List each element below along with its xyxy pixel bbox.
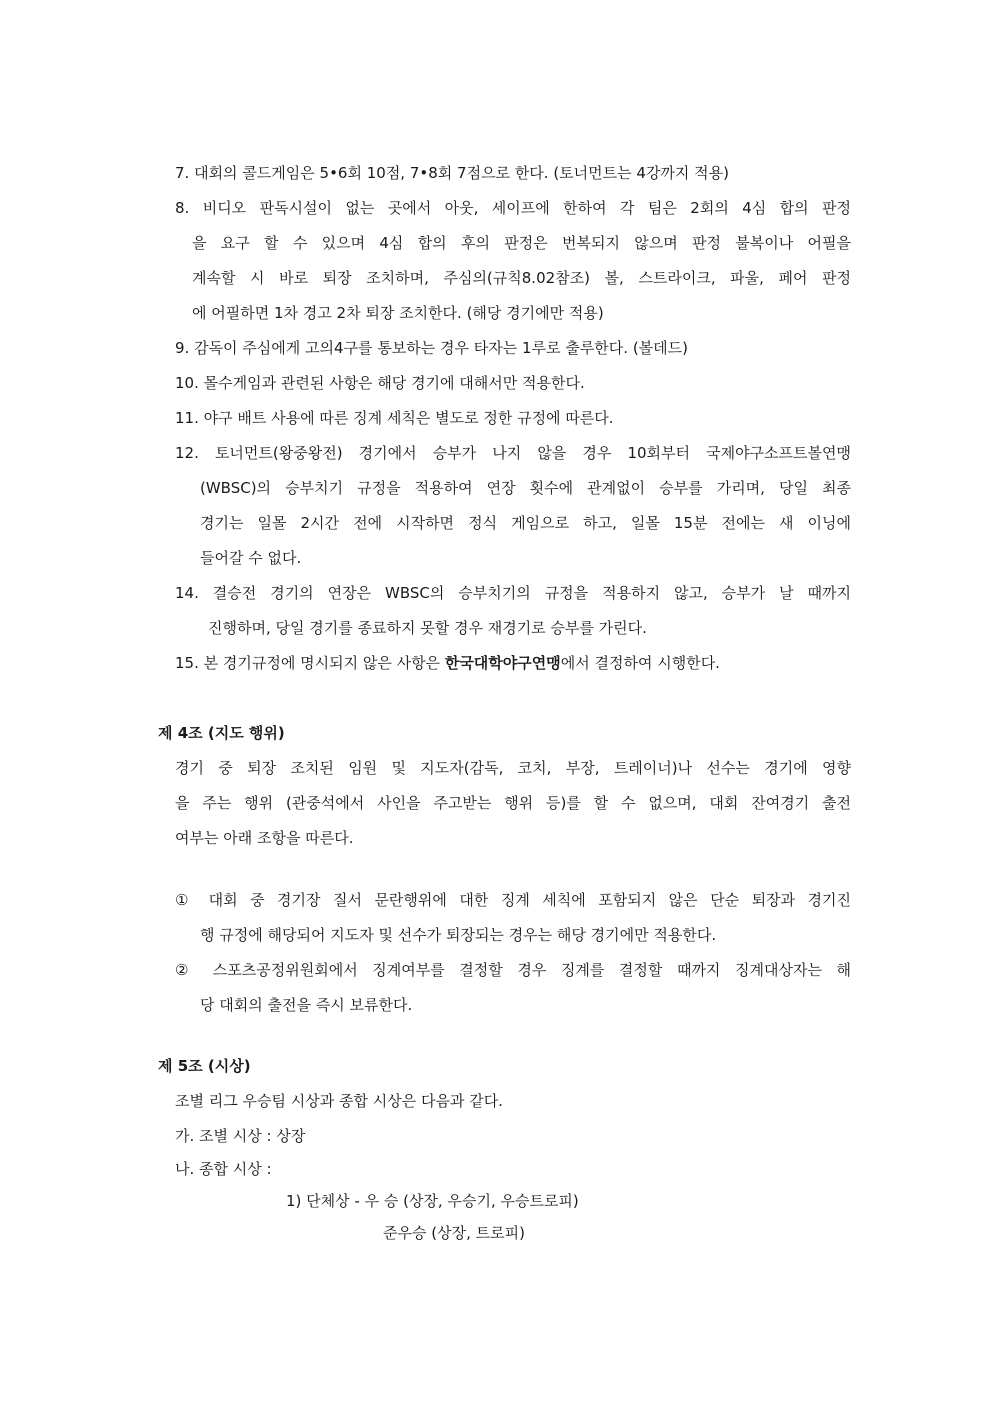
award-team-winner: 1) 단체상 - 우 승 (상장, 우승기, 우승트로피) — [286, 1192, 579, 1210]
article-5-title: 제 5조 (시상) — [158, 1057, 251, 1075]
rule-item-15-text-pre: 15. 본 경기규정에 명시되지 않은 사항은 — [175, 654, 445, 672]
article-4-clause-2-line1: ② 스포츠공정위원회에서 징계여부를 결정할 경우 징계를 결정할 때까지 징계대상자는 해 — [175, 961, 851, 979]
rule-item-10: 10. 몰수게임과 관련된 사항은 해당 경기에 대해서만 적용한다. — [175, 374, 585, 392]
federation-name: 한국대학야구연맹 — [444, 654, 561, 672]
rule-item-8-line3: 계속할 시 바로 퇴장 조치하며, 주심의(규칙8.02참조) 볼, 스트라이크, 파울, 페어 판정 — [192, 269, 851, 287]
rule-item-14-line2: 진행하며, 당일 경기를 종료하지 못할 경우 재경기로 승부를 가린다. — [208, 619, 647, 637]
article-4-clause-2-line2: 당 대회의 출전을 즉시 보류한다. — [200, 996, 413, 1014]
rule-item-8-line4: 에 어필하면 1차 경고 2차 퇴장 조치한다. (해당 경기에만 적용) — [192, 304, 604, 322]
rule-item-9: 9. 감독이 주심에게 고의4구를 통보하는 경우 타자는 1루로 출루한다. (볼데드) — [175, 339, 688, 357]
rule-item-12-line2: (WBSC)의 승부치기 규정을 적용하여 연장 횟수에 관계없이 승부를 가리며, 당일 최종 — [200, 479, 851, 497]
rule-item-8-line1: 8. 비디오 판독시설이 없는 곳에서 아웃, 세이프에 한하여 각 팀은 2회의 4심 합의 판정 — [175, 199, 851, 217]
article-4-para-line2: 을 주는 행위 (관중석에서 사인을 주고받는 행위 등)를 할 수 없으며, 대회 잔여경기 출전 — [175, 794, 851, 812]
article-5-item-ga: 가. 조별 시상 : 상장 — [175, 1127, 306, 1145]
rule-item-14-line1: 14. 결승전 경기의 연장은 WBSC의 승부치기의 규정을 적용하지 않고, 승부가 날 때까지 — [175, 584, 851, 602]
article-4-clause-1-line1: ① 대회 중 경기장 질서 문란행위에 대한 징계 세칙에 포함되지 않은 단순 퇴장과 경기진 — [175, 891, 851, 909]
article-4-para-line3: 여부는 아래 조항을 따른다. — [175, 829, 354, 847]
rule-item-15 — [175, 652, 720, 674]
rule-item-15-text-post: 에서 결정하여 시행한다. — [560, 654, 720, 672]
rule-item-7: 7. 대회의 콜드게임은 5•6회 10점, 7•8회 7점으로 한다. (토너먼트는 4강까지 적용) — [175, 164, 730, 182]
award-team-runner-up: 준우승 (상장, 트로피) — [383, 1224, 525, 1242]
rule-item-8-line2: 을 요구 할 수 있으며 4심 합의 후의 판정은 번복되지 않으며 판정 불복이나 어필을 — [192, 234, 851, 252]
article-4-clause-1-line2: 행 규정에 해당되어 지도자 및 선수가 퇴장되는 경우는 해당 경기에만 적용한다. — [200, 926, 717, 944]
article-4-para-line1: 경기 중 퇴장 조치된 임원 및 지도자(감독, 코치, 부장, 트레이너)나 선수는 경기에 영향 — [175, 759, 851, 777]
rule-item-12-line4: 들어갈 수 없다. — [200, 549, 302, 567]
rule-item-12-line3: 경기는 일몰 2시간 전에 시작하면 정식 게임으로 하고, 일몰 15분 전에는 새 이닝에 — [200, 514, 851, 532]
article-4-title: 제 4조 (지도 행위) — [158, 724, 285, 742]
rule-item-12-line1: 12. 토너먼트(왕중왕전) 경기에서 승부가 나지 않을 경우 10회부터 국제야구소프트볼연맹 — [175, 444, 851, 462]
article-5-intro: 조별 리그 우승팀 시상과 종합 시상은 다음과 같다. — [175, 1092, 503, 1110]
article-5-item-na: 나. 종합 시상 : — [175, 1160, 272, 1178]
rule-item-11: 11. 야구 배트 사용에 따른 징계 세칙은 별도로 정한 규정에 따른다. — [175, 409, 614, 427]
